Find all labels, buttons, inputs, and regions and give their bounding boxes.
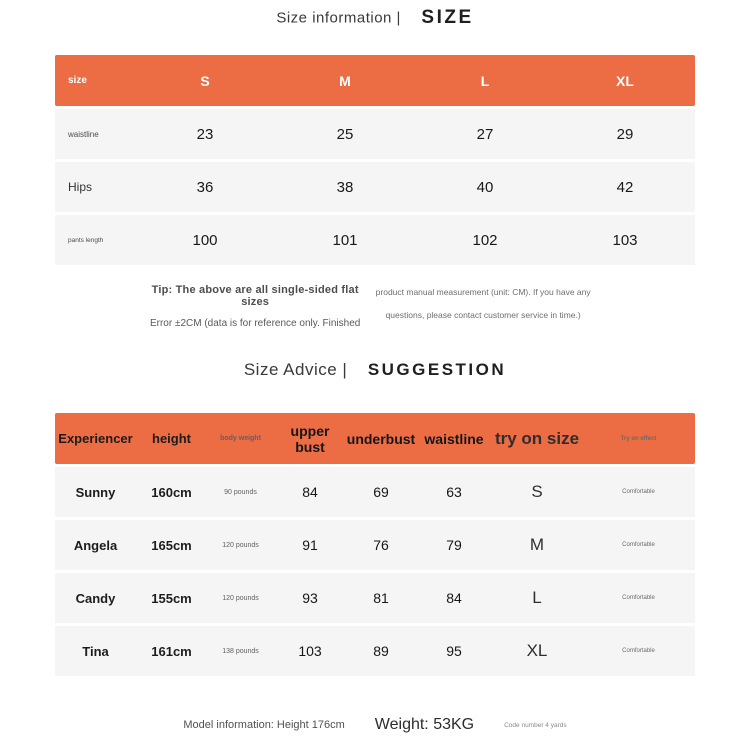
suggestion-row-sunny bbox=[55, 467, 695, 517]
cell-value: 40 bbox=[476, 178, 494, 196]
cell-value: 25 bbox=[336, 125, 354, 143]
cell-value: 101 bbox=[332, 231, 358, 249]
suggestion-row-angela bbox=[55, 520, 695, 570]
advice-section-title bbox=[0, 360, 750, 380]
cell-value: 29 bbox=[616, 125, 634, 143]
size-title-strong: SIZE bbox=[421, 7, 474, 28]
suggestion-header-upper-bust: upper bust bbox=[290, 422, 330, 455]
size-table-header-l: L bbox=[480, 72, 490, 89]
suggestion-header-body-weight: body weight bbox=[220, 435, 261, 442]
cell-upper-bust: 93 bbox=[302, 590, 318, 606]
cell-experiencer: Tina bbox=[82, 643, 109, 659]
size-table-header-m: M bbox=[339, 72, 351, 89]
cell-value: 100 bbox=[192, 231, 218, 249]
suggestion-header-underbust: underbust bbox=[346, 430, 416, 447]
tip-line: product manual measurement (unit: CM). If you have any bbox=[375, 287, 591, 297]
suggestion-row-tina bbox=[55, 626, 695, 676]
suggestion-header-height: height bbox=[152, 431, 191, 446]
cell-body-weight: 138 pounds bbox=[222, 647, 259, 655]
tip-note-left bbox=[148, 284, 362, 329]
cell-experiencer: Angela bbox=[73, 537, 118, 553]
cell-value: 27 bbox=[476, 125, 494, 143]
size-table-header-label: size bbox=[68, 75, 87, 86]
cell-try-on-size: L bbox=[532, 588, 542, 607]
cell-experiencer: Sunny bbox=[75, 484, 116, 500]
cell-try-on-effect: Comfortable bbox=[622, 595, 655, 601]
size-table-header-row bbox=[55, 55, 695, 106]
cell-upper-bust: 84 bbox=[302, 484, 318, 500]
cell-waistline: 95 bbox=[446, 643, 462, 659]
cell-waistline: 63 bbox=[446, 484, 462, 500]
cell-waistline: 84 bbox=[446, 590, 462, 606]
row-label: waistline bbox=[68, 129, 99, 139]
cell-try-on-size: M bbox=[529, 535, 545, 554]
cell-waistline: 79 bbox=[446, 537, 462, 553]
tip-line: Tip: The above are all single-sided flat sizes bbox=[151, 284, 359, 308]
cell-try-on-effect: Comfortable bbox=[622, 489, 655, 495]
cell-value: 42 bbox=[616, 178, 634, 196]
tip-note-right bbox=[362, 284, 604, 329]
cell-height: 161cm bbox=[151, 643, 192, 659]
suggestion-header-try-on-effect: Try on effect bbox=[620, 435, 657, 442]
cell-underbust: 76 bbox=[373, 537, 389, 553]
model-info-bar bbox=[0, 716, 750, 734]
size-table bbox=[55, 55, 695, 268]
suggestion-header-try-on-size: try on size bbox=[494, 428, 580, 448]
suggestion-table bbox=[55, 413, 695, 679]
cell-body-weight: 120 pounds bbox=[222, 541, 259, 549]
size-table-row-hips bbox=[55, 162, 695, 212]
cell-upper-bust: 91 bbox=[302, 537, 318, 553]
cell-body-weight: 120 pounds bbox=[222, 594, 259, 602]
cell-experiencer: Candy bbox=[75, 590, 116, 606]
cell-value: 38 bbox=[336, 178, 354, 196]
size-title-normal: Size information | bbox=[276, 9, 401, 27]
model-code-text: Code number 4 yards bbox=[504, 721, 567, 729]
size-table-row-waistline bbox=[55, 109, 695, 159]
cell-upper-bust: 103 bbox=[298, 643, 322, 659]
cell-height: 165cm bbox=[151, 537, 192, 553]
cell-body-weight: 90 pounds bbox=[224, 488, 257, 496]
tip-note bbox=[148, 284, 604, 329]
advice-title-normal: Size Advice | bbox=[243, 360, 348, 379]
cell-height: 155cm bbox=[151, 590, 192, 606]
cell-value: 23 bbox=[196, 125, 214, 143]
cell-underbust: 69 bbox=[373, 484, 389, 500]
cell-try-on-size: S bbox=[531, 482, 543, 501]
cell-try-on-size: XL bbox=[526, 641, 548, 660]
cell-try-on-effect: Comfortable bbox=[622, 648, 655, 654]
suggestion-header-experiencer: Experiencer bbox=[58, 431, 133, 446]
cell-underbust: 89 bbox=[373, 643, 389, 659]
cell-underbust: 81 bbox=[373, 590, 389, 606]
model-height-text: Model information: Height 176cm bbox=[183, 719, 345, 731]
size-section-title bbox=[0, 7, 750, 29]
suggestion-header-waistline: waistline bbox=[424, 430, 484, 447]
suggestion-row-candy bbox=[55, 573, 695, 623]
size-table-row-pants-length bbox=[55, 215, 695, 265]
tip-line: Error ±2CM (data is for reference only. Finished bbox=[149, 318, 361, 329]
tip-line: questions, please contact customer service in time.) bbox=[385, 310, 581, 320]
cell-height: 160cm bbox=[151, 484, 192, 500]
cell-try-on-effect: Comfortable bbox=[622, 542, 655, 548]
cell-value: 103 bbox=[612, 231, 638, 249]
advice-title-strong: SUGGESTION bbox=[367, 360, 507, 379]
cell-value: 102 bbox=[472, 231, 498, 249]
cell-value: 36 bbox=[196, 178, 214, 196]
suggestion-table-header-row bbox=[55, 413, 695, 464]
row-label: Hips bbox=[68, 180, 93, 194]
size-table-header-s: S bbox=[200, 72, 210, 89]
row-label: pants length bbox=[68, 236, 104, 244]
model-weight-text: Weight: 53KG bbox=[374, 716, 475, 733]
size-table-header-xl: XL bbox=[616, 72, 634, 89]
